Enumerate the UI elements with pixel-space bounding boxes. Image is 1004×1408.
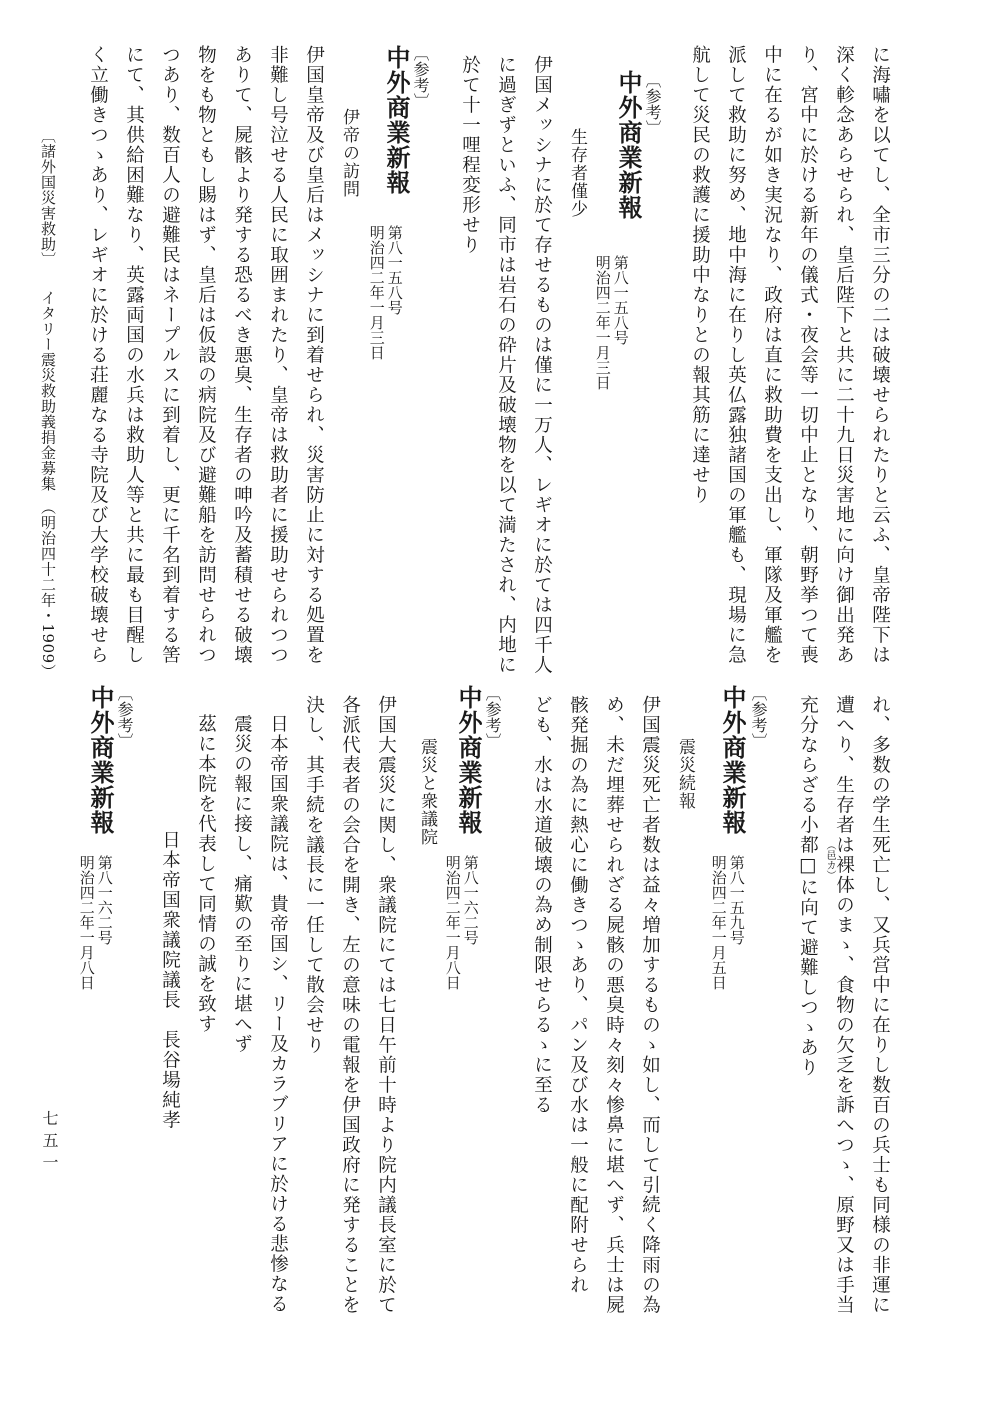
text-line: く立働きつゝあり、レギオに於ける荘麗なる寺院及び大学校破壊せら [87, 45, 109, 665]
ruby-annotation: （邑カ） [824, 840, 835, 880]
side-label: 〔諸外国災害救助〕 [39, 128, 57, 268]
text-line: ども、水は水道破壊の為め制限せらるゝに至る [531, 695, 553, 1115]
issue-number: 第八一五八号 [611, 255, 630, 345]
issue-number: 第八一五九号 [727, 855, 746, 945]
issue-number: 第八一六二号 [95, 855, 114, 945]
issue-number: 第八一五八号 [385, 225, 404, 315]
text-segment: 充分ならざる小都 [797, 695, 819, 855]
text-line: 伊国震災死亡者数は益々増加するものゝ如し、而して引続く降雨の為 [639, 695, 661, 1315]
issue-date: 明治四二年一月八日 [77, 855, 96, 990]
article-heading: 伊帝の訪問 [339, 108, 359, 198]
text-line: 決し、其手続を議長に一任して散会せり [303, 695, 325, 1055]
text-line: 於て十一哩程変形せり [459, 55, 481, 255]
text-line: め、未だ埋葬せられざる屍骸の悪臭時々刻々惨鼻に堪へず、兵士は屍 [603, 695, 625, 1315]
issue-date: 明治四二年一月三日 [367, 225, 386, 360]
issue-date: 明治四二年一月三日 [593, 255, 612, 390]
missing-character: □ [797, 855, 819, 878]
text-line: に過ぎずといふ、同市は岩石の砕片及破壊物を以て満たされ、内地に [495, 55, 517, 675]
newspaper-title: 中外商業新報 [86, 685, 115, 835]
telegram-line: 震災の報に接し、痛歎の至りに堪へず [231, 714, 253, 1054]
reference-tag: 〔参考〕 [749, 685, 768, 749]
text-line: に海嘯を以てし、全市三分の二は破壊せられたりと云ふ、皇帝陛下は [869, 45, 891, 665]
newspaper-title: 中外商業新報 [382, 45, 411, 195]
issue-date: 明治四二年一月八日 [443, 855, 462, 990]
text-segment: に向て避難しつゝあり [797, 877, 819, 1078]
telegram-line: 日本帝国衆議院は、貴帝国シ、リー及カラブリアに於ける悲惨なる [267, 714, 289, 1314]
text-line: 深く軫念あらせられ、皇后陛下と共に二十九日災害地に向け御出発あ [833, 45, 855, 665]
text-line: 骸発掘の為に熱心に働きつゝあり、パン及び水は一般に配附せられ [567, 695, 589, 1295]
article-heading: 生存者僅少 [567, 128, 587, 218]
reference-tag: 〔参考〕 [483, 685, 502, 749]
text-line: 非難し号泣せる人民に取囲まれたり、皇帝は救助者に援助せられつつ [267, 45, 289, 665]
article-heading: 震災と衆議院 [417, 738, 437, 846]
newspaper-title: 中外商業新報 [454, 685, 483, 835]
text-line: 遭へり、生存者は裸体のまゝ、食物の欠乏を訴へつゝ、原野又は手当 [833, 695, 855, 1315]
text-line [798, 695, 817, 1078]
reference-tag: 〔参考〕 [411, 45, 430, 109]
text-line: 各派代表者の会合を開き、左の意味の電報を伊国政府に発することを [339, 695, 361, 1315]
text-line: 物をも物ともし賜はず、皇后は仮設の病院及び避難船を訪問せられつ [195, 45, 217, 665]
reference-tag: 〔参考〕 [115, 685, 134, 749]
text-line: ありて、屍骸より発する恐るべき悪臭、生存者の呻吟及蓄積せる破壊 [231, 45, 253, 665]
text-line: 航して災民の救護に援助中なりとの報其筋に達せり [689, 45, 711, 505]
signer: 日本帝国衆議院議長 長谷場純孝 [159, 830, 181, 1130]
text-line: 派して救助に努め、地中海に在りし英仏露独諸国の軍艦も、現場に急 [725, 45, 747, 665]
newspaper-title: 中外商業新報 [718, 685, 747, 835]
issue-date: 明治四二年一月五日 [709, 855, 728, 990]
text-line: 中に在るが如き実況なり、政府は直に救助費を支出し、軍隊及軍艦を [761, 45, 783, 665]
text-line: 伊国大震災に関し、衆議院にては七日午前十時より院内議長室に於て [375, 695, 397, 1315]
text-line: つあり、数百人の避難民はネープルスに到着し、更に千名到着する筈 [159, 45, 181, 665]
telegram-line: 茲に本院を代表して同情の誠を致す [195, 714, 217, 1034]
reference-tag: 〔参考〕 [643, 72, 662, 136]
page-number: 七五一 [40, 1110, 59, 1176]
text-line: れ、多数の学生死亡し、又兵営中に在りし数百の兵士も同様の非運に [869, 695, 891, 1315]
text-line: にて、其供給困難なり、英露両国の水兵は救助人等と共に最も目醒し [123, 45, 145, 665]
text-line: り、宮中に於ける新年の儀式・夜会等一切中止となり、朝野挙つて喪 [797, 45, 819, 665]
newspaper-title: 中外商業新報 [614, 70, 643, 220]
text-line: 伊国皇帝及び皇后はメッシナに到着せられ、災害防止に対する処置を [303, 45, 325, 665]
article-heading: 震災続報 [675, 738, 695, 810]
book-title: イタリー震災救助義捐金募集 （明治四十二年・1909） [39, 290, 57, 680]
issue-number: 第八一六二号 [461, 855, 480, 945]
text-line: 伊国メッシナに於て存せるものは僅に一万人、レギオに於ては四千人 [531, 55, 553, 675]
